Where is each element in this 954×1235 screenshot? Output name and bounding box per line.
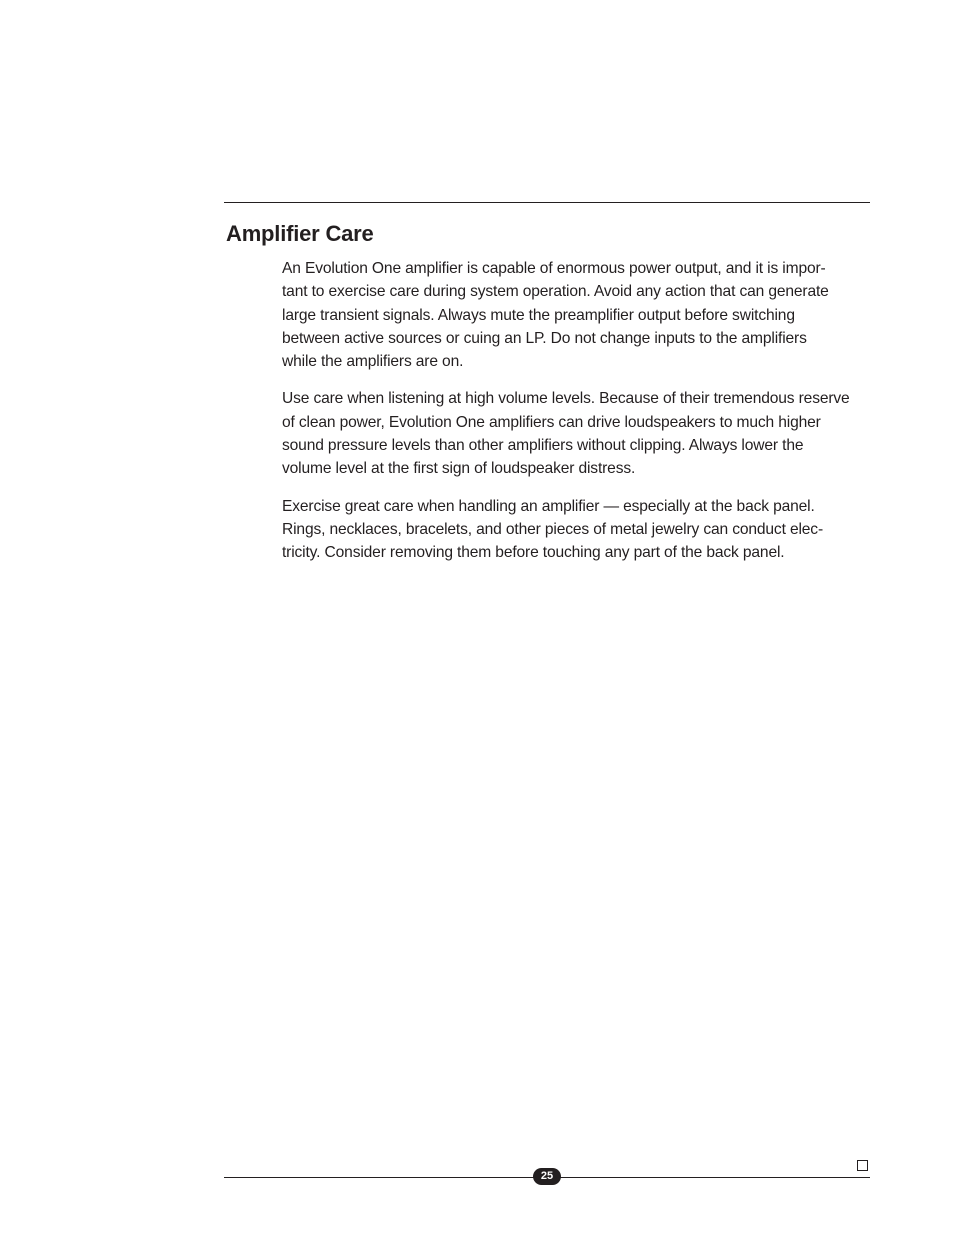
text-line: Rings, necklaces, bracelets, and other pieces of metal jewelry can conduct elec- (282, 520, 823, 538)
page-number-badge: 25 (533, 1168, 561, 1185)
body-text (282, 257, 872, 579)
text-line: volume level at the first sign of loudspeaker distress. (282, 460, 636, 478)
text-line: An Evolution One amplifier is capable of enormous power output, and it is impor- (282, 260, 826, 277)
text-line: tricity. Consider removing them before touching any part of the back panel. (282, 544, 785, 562)
text-line: tant to exercise care during system operation. Avoid any action that can generate (282, 283, 829, 301)
paragraph-power-output (282, 257, 872, 373)
paragraph-volume-levels (282, 387, 872, 480)
text-line: of clean power, Evolution One amplifiers can drive loudspeakers to much higher (282, 413, 821, 431)
paragraph-handling (282, 495, 872, 565)
header-rule (224, 202, 870, 203)
section-title: Amplifier Care (226, 221, 374, 246)
corner-box (857, 1160, 868, 1171)
text-line: sound pressure levels than other amplifiers without clipping. Always lower the (282, 437, 804, 455)
text-line: Exercise great care when handling an amplifier — especially at the back panel. (282, 497, 815, 515)
text-line: between active sources or cuing an LP. Do not change inputs to the amplifiers (282, 329, 807, 347)
text-line: Use care when listening at high volume levels. Because of their tremendous reserve (282, 390, 850, 408)
text-line: while the amplifiers are on. (282, 353, 464, 371)
text-line: large transient signals. Always mute the preamplifier output before switching (282, 306, 795, 324)
